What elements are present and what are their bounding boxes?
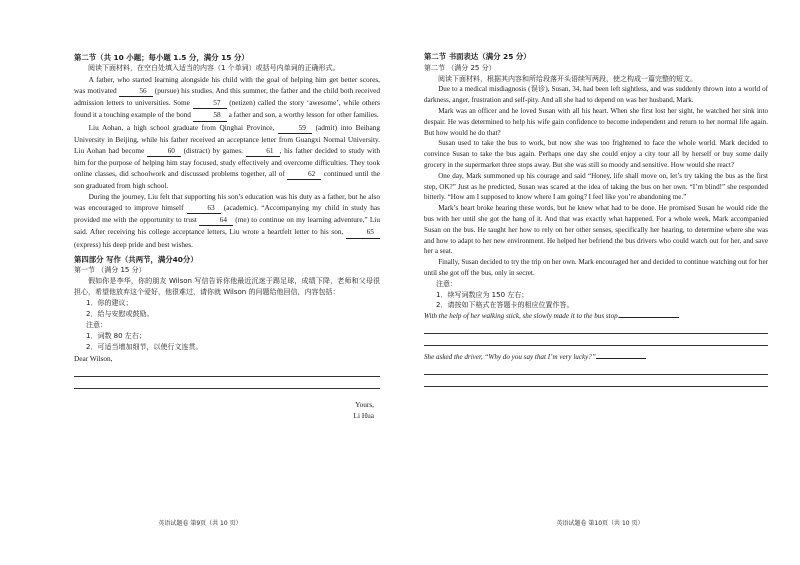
story-paragraph-5: Mark’s heart broke hearing these words, but he knew what had to be done. He promised Susan he would ride the bus with her until she got the hang of it. And that was exactly what happened. For a whole week, Mark accompanied Susan on the bus. He taught her how to rely on her other senses, specifically her hearing, to determine where she was and how to adapt to her new environment. He helped her befriend the bus drivers who could watch out for her, and save her a seat. [424,204,768,256]
page-footer-right: 英语试题卷 第10页（共 10 页） [556,520,644,527]
note-1: 1．续写词数应为 150 左右； [436,290,529,299]
note-1: 1．词数 80 左右； [86,332,146,341]
section2-heading: 第二节（共 10 小题；每小题 1.5 分，满分 15 分） [74,53,249,62]
story-paragraph-3: Susan used to take the bus to work, but now she was too frightened to face the whole world. Mark decided to convince Susan to take the bus again. Perhaps one day she could enjoy a city tour all by herself or buy some daily grocery in the supermarket three stops away. But she was still so moody and sensitive. How would she react? [424,139,768,169]
continuation-prompt-1: With the help of her walking stick, she slowly made it to the bus stop. [424,311,768,322]
story-paragraph-6: Finally, Susan decided to try the trip on her own. Mark encouraged her and decided to continue watching out for her until she got off the bus, only in secret. [424,258,768,277]
story-paragraph-2: Mark was an officer and he loved Susan with all his heart. When she first lost her sight, he watched her sink into despair. He was determined to help his wife gain confidence to become independent and return to her normal life again. But how would he do that? [424,106,768,137]
story-paragraph-4: One day, Mark summoned up his courage and said “Honey, life shall move on, let’s try taking the bus as the first step, OK?” Just as he predicted, Susan was scared at the idea of taking the bus on her own. “I’m blind!” she responded bitterly. “How am I supposed to know where I am going? I feel like you’re abandoning me.” [424,171,768,202]
passage-paragraph-1: A father, who started learning alongside his child with the goal of helping him get better scores, was motivated 56 (pursue) his studies. And this summer, the father and the child both received admission letters to universities. Some 57 (netizen) called the story ‘awesome’, while others found it a touching example of the bond 58 a father and son, a worthy lesson for other families. [74,74,380,121]
section1-heading: 第一节 （满分 15 分） [74,265,146,274]
story-paragraph-1: Due to a medical misdiagnosis (误诊), Susan, 34, had been left sightless, and was suddenly thrown into a world of darkness, anger, frustration and self-pity. And all she had to depend on was her husband, Mark. [424,85,768,105]
passage-paragraph-2: Liu Aohan, a high school graduate from Qinghai Province, 59 (admit) into Beihang University in Beijing, while his father received an acceptance letter from Guangxi Normal University. Liu Aohan had become 60 (distract) by games. 61 , his father decided to study with him for the purpose of helping him stay focused, study effectively and overcome difficulties. They took online classes, did schoolwork and discussed problems together, all of 62 continued until the son graduated from high school. [74,122,380,191]
writing-section-subheading: 第二节 （满分 25 分） [424,63,496,72]
blank-63[interactable]: 63 [187,202,221,214]
letter-signature: Li Hua [353,410,374,420]
answer-line[interactable] [619,317,679,318]
writing-instruction: 阅读下面材料，根据其内容和所给段落开头语续写两段，使之构成一篇完整的短文。 [438,74,697,83]
section1-prompt: 假如你是李华，你的朋友 Wilson 写信告诉你他最近沉迷于踢足球，成绩下降，老师和父母很担心，希望他放弃这个爱好，他很难过，请你就 Wilson 的问题给他回信，内容包括： [74,276,380,296]
continuation-prompt-2: She asked the driver, “Why do you say that I’m very lucky?” [424,352,768,363]
note-2: 2．请按如下格式在答题卡的相应位置作答。 [436,301,574,310]
content-item-2: 2．给与安慰或鼓励。 [86,310,154,319]
blank-57[interactable]: 57 [193,97,227,109]
part4-heading: 第四部分 写作（共两节，满分40分） [74,254,198,264]
blank-59[interactable]: 59 [278,122,312,134]
blank-60[interactable]: 60 [147,145,181,157]
answer-line[interactable] [424,334,768,346]
blank-62[interactable]: 62 [287,168,321,180]
letter-closing: Yours, [355,399,374,409]
letter-salutation: Dear Wilson, [74,354,113,364]
passage-paragraph-3: During the journey, Liu felt that supporting his son’s education was his duty as a father, but he also was encouraged to improve himself 63 (academic). “Accompanying my child in study has provided me with the opportunity to trust 64 (me) to continue on my learning adventure,” Liu said. After receiving his college acceptance letters, Liu wrote a heartfelt letter to his son, 65 (express) his deep pride and best wishes. [74,192,380,249]
content-item-1: 1．你的建议； [86,298,133,307]
blank-58[interactable]: 58 [193,109,227,121]
answer-line[interactable] [596,358,646,359]
answer-line[interactable] [424,363,768,375]
answer-line[interactable] [74,365,380,377]
note-label: 注意： [436,279,457,288]
blank-61[interactable]: 61 [246,145,280,157]
page-footer-left: 英语试题卷 第9页（共 10 页） [158,520,242,527]
right-page [400,0,800,565]
writing-section-heading: 第二节 书面表达（满分 25 分） [424,52,531,61]
blank-65[interactable]: 65 [346,226,380,238]
note-2: 2．可适当增加细节，以使行文连贯。 [86,343,203,352]
blank-64[interactable]: 64 [199,214,233,226]
section2-instruction: 阅读下面材料，在空白处填入适当的内容（1 个单词）或括号内单词的正确形式。 [88,64,340,73]
answer-line[interactable] [424,322,768,334]
answer-line[interactable] [74,377,380,389]
note-label: 注意： [86,321,107,330]
answer-line[interactable] [424,375,768,387]
blank-56[interactable]: 56 [119,85,153,97]
